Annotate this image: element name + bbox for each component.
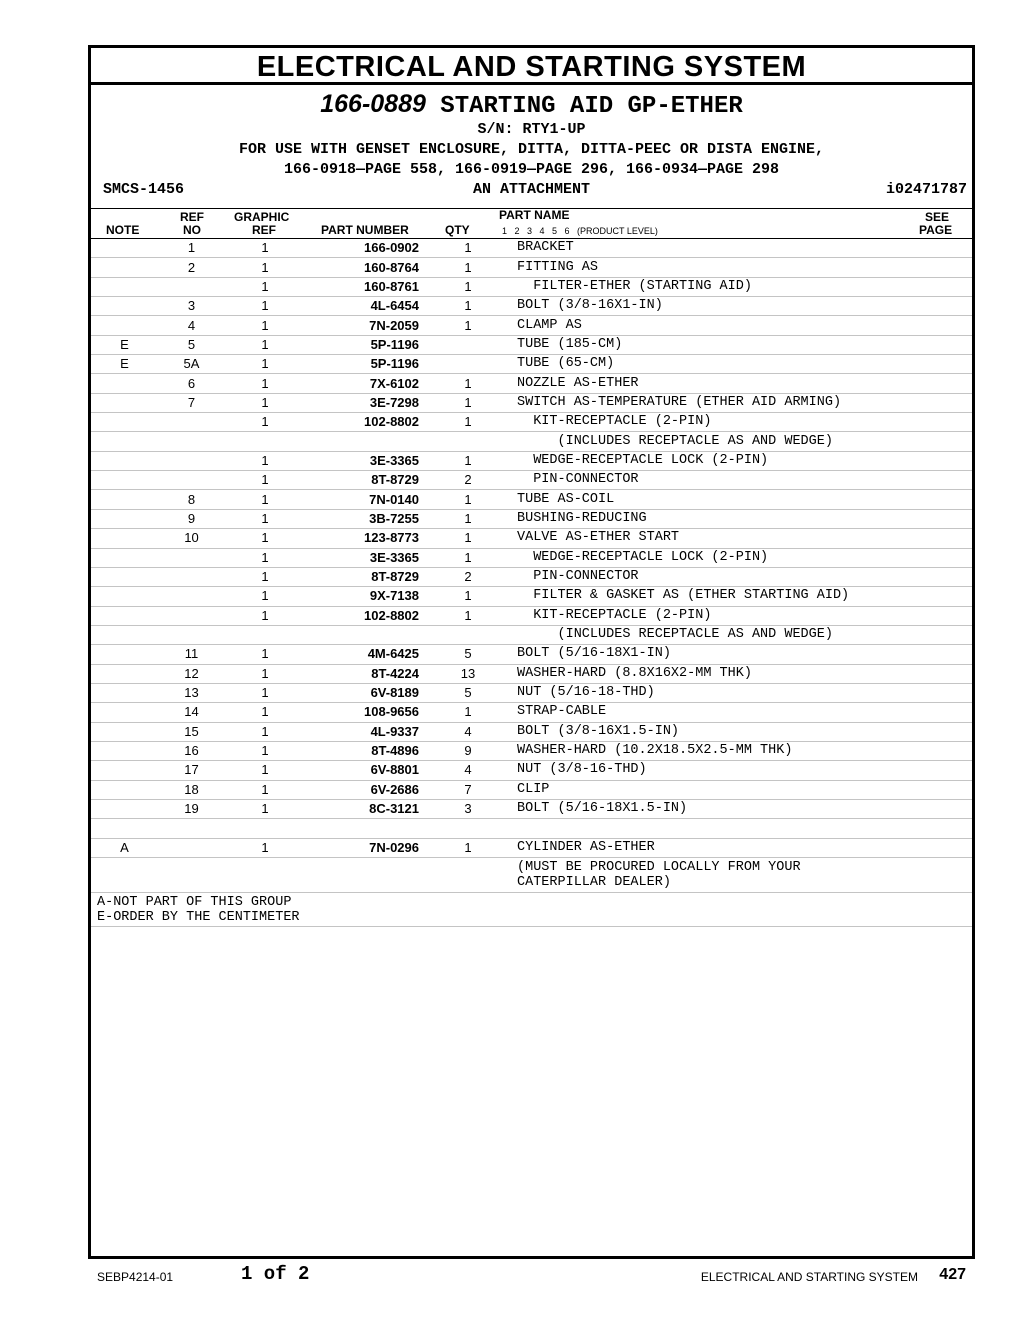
footer-doc-number: SEBP4214-01 — [97, 1270, 174, 1284]
row-note — [91, 819, 158, 838]
table-row — [91, 277, 972, 296]
row-graphic-ref: 1 — [225, 239, 305, 258]
row-note — [91, 432, 158, 451]
row-part-number: 4M-6425 — [305, 645, 443, 664]
table-row — [91, 335, 972, 354]
row-see-page — [911, 432, 972, 451]
row-part-number: 9X-7138 — [305, 587, 443, 606]
row-ref-no — [158, 471, 225, 490]
row-note: E — [91, 335, 158, 354]
row-note — [91, 471, 158, 490]
col-see-bottom: PAGE — [919, 223, 953, 237]
row-part-number: 3E-7298 — [305, 393, 443, 412]
table-row — [91, 587, 972, 606]
section-title: ELECTRICAL AND STARTING SYSTEM — [91, 48, 972, 85]
table-row — [91, 297, 972, 316]
row-graphic-ref: 1 — [225, 606, 305, 625]
parts-table — [91, 239, 972, 893]
row-note — [91, 393, 158, 412]
row-part-number: 160-8764 — [305, 258, 443, 277]
row-ref-no: 9 — [158, 509, 225, 528]
row-note: E — [91, 355, 158, 374]
row-graphic-ref: 1 — [225, 297, 305, 316]
row-part-number: 3B-7255 — [305, 509, 443, 528]
row-qty: 13 — [443, 664, 493, 683]
table-row — [91, 355, 972, 374]
row-note — [91, 858, 158, 893]
note-e: E-ORDER BY THE CENTIMETER — [97, 910, 300, 925]
col-ref-bottom: NO — [183, 223, 201, 237]
row-see-page — [911, 374, 972, 393]
row-note — [91, 258, 158, 277]
smcs-code: SMCS-1456 — [103, 181, 185, 198]
row-graphic-ref: 1 — [225, 413, 305, 432]
row-qty: 2 — [443, 471, 493, 490]
row-part-name: CLAMP AS — [493, 316, 911, 335]
row-qty: 1 — [443, 413, 493, 432]
row-part-number: 8T-4896 — [305, 741, 443, 760]
page-footer — [0, 1262, 1020, 1290]
row-note — [91, 606, 158, 625]
row-note — [91, 277, 158, 296]
row-graphic-ref: 1 — [225, 838, 305, 857]
table-row — [91, 393, 972, 412]
row-ref-no — [158, 413, 225, 432]
row-ref-no: 12 — [158, 664, 225, 683]
row-part-number: 8T-4224 — [305, 664, 443, 683]
table-row — [91, 780, 972, 799]
row-graphic-ref: 1 — [225, 277, 305, 296]
row-ref-no: 15 — [158, 722, 225, 741]
row-qty: 1 — [443, 587, 493, 606]
table-row — [91, 838, 972, 857]
row-part-number — [305, 858, 443, 893]
row-part-name: TUBE (65-CM) — [493, 355, 911, 374]
row-ref-no: 16 — [158, 741, 225, 760]
table-row — [91, 761, 972, 780]
row-qty: 4 — [443, 722, 493, 741]
col-ref-top: REF — [180, 210, 204, 224]
row-graphic-ref: 1 — [225, 451, 305, 470]
row-note — [91, 741, 158, 760]
row-graphic-ref: 1 — [225, 471, 305, 490]
row-see-page — [911, 277, 972, 296]
row-part-name: BOLT (5/16-18X1.5-IN) — [493, 799, 911, 818]
row-part-number: 6V-8189 — [305, 683, 443, 702]
note-a: A-NOT PART OF THIS GROUP — [97, 895, 292, 910]
row-note — [91, 413, 158, 432]
row-note — [91, 664, 158, 683]
row-note — [91, 683, 158, 702]
row-graphic-ref: 1 — [225, 258, 305, 277]
row-part-name: WEDGE-RECEPTACLE LOCK (2-PIN) — [493, 451, 911, 470]
row-qty: 1 — [443, 277, 493, 296]
row-qty: 1 — [443, 509, 493, 528]
row-see-page — [911, 722, 972, 741]
table-row — [91, 490, 972, 509]
row-part-name: PIN-CONNECTOR — [493, 567, 911, 586]
row-part-name: STRAP-CABLE — [493, 703, 911, 722]
row-part-name: SWITCH AS-TEMPERATURE (ETHER AID ARMING) — [493, 393, 911, 412]
row-part-name: PIN-CONNECTOR — [493, 471, 911, 490]
row-graphic-ref — [225, 432, 305, 451]
row-graphic-ref: 1 — [225, 529, 305, 548]
table-row — [91, 645, 972, 664]
table-row — [91, 239, 972, 258]
table-row — [91, 316, 972, 335]
row-part-name: BUSHING-REDUCING — [493, 509, 911, 528]
row-part-name: BOLT (5/16-18X1-IN) — [493, 645, 911, 664]
row-qty: 4 — [443, 761, 493, 780]
col-see-top: SEE — [925, 210, 950, 224]
use-line-1: FOR USE WITH GENSET ENCLOSURE, DITTA, DITTA-PEEC OR DISTA ENGINE, — [238, 141, 825, 158]
row-part-name: BRACKET — [493, 239, 911, 258]
row-ref-no: 4 — [158, 316, 225, 335]
group-name: STARTING AID GP-ETHER — [440, 93, 743, 120]
row-qty: 9 — [443, 741, 493, 760]
row-ref-no: 14 — [158, 703, 225, 722]
table-row — [91, 548, 972, 567]
row-ref-no: 10 — [158, 529, 225, 548]
table-row — [91, 741, 972, 760]
table-row — [91, 509, 972, 528]
row-part-number: 3E-3365 — [305, 548, 443, 567]
row-ref-no: 8 — [158, 490, 225, 509]
row-note — [91, 587, 158, 606]
row-ref-no — [158, 625, 225, 644]
row-part-name — [493, 819, 911, 838]
row-see-page — [911, 625, 972, 644]
row-qty: 1 — [443, 490, 493, 509]
col-part-name: PART NAME — [499, 208, 570, 222]
row-graphic-ref — [225, 858, 305, 893]
row-ref-no: 7 — [158, 393, 225, 412]
row-part-name: BOLT (3/8-16X1.5-IN) — [493, 722, 911, 741]
row-qty: 7 — [443, 780, 493, 799]
row-qty: 1 — [443, 297, 493, 316]
row-see-page — [911, 606, 972, 625]
row-ref-no: 6 — [158, 374, 225, 393]
row-see-page — [911, 780, 972, 799]
row-part-name: FILTER & GASKET AS (ETHER STARTING AID) — [493, 587, 911, 606]
row-qty: 1 — [443, 393, 493, 412]
row-part-name: FITTING AS — [493, 258, 911, 277]
col-product-levels: 1 2 3 4 5 6 (PRODUCT LEVEL) — [502, 226, 658, 236]
row-part-name: VALVE AS-ETHER START — [493, 529, 911, 548]
row-qty: 1 — [443, 239, 493, 258]
row-qty: 2 — [443, 567, 493, 586]
row-part-name: NOZZLE AS-ETHER — [493, 374, 911, 393]
row-see-page — [911, 297, 972, 316]
row-see-page — [911, 258, 972, 277]
row-qty — [443, 858, 493, 893]
notes-block — [91, 893, 972, 927]
row-ref-no — [158, 606, 225, 625]
row-part-number: 6V-8801 — [305, 761, 443, 780]
row-qty — [443, 625, 493, 644]
table-row — [91, 258, 972, 277]
row-ref-no — [158, 451, 225, 470]
row-see-page — [911, 529, 972, 548]
row-note — [91, 548, 158, 567]
row-see-page — [911, 799, 972, 818]
column-headers — [91, 209, 972, 239]
row-qty: 1 — [443, 606, 493, 625]
row-part-name: TUBE (185-CM) — [493, 335, 911, 354]
footer-page-number: 427 — [939, 1266, 966, 1283]
row-note — [91, 316, 158, 335]
row-part-number: 4L-9337 — [305, 722, 443, 741]
table-row — [91, 529, 972, 548]
row-part-name: (INCLUDES RECEPTACLE AS AND WEDGE) — [493, 432, 911, 451]
table-row — [91, 799, 972, 818]
row-part-number: 8C-3121 — [305, 799, 443, 818]
row-part-number: 8T-8729 — [305, 567, 443, 586]
row-graphic-ref: 1 — [225, 683, 305, 702]
row-qty: 5 — [443, 645, 493, 664]
row-ref-no — [158, 858, 225, 893]
row-see-page — [911, 316, 972, 335]
row-ref-no — [158, 587, 225, 606]
row-part-number — [305, 625, 443, 644]
row-part-name: WEDGE-RECEPTACLE LOCK (2-PIN) — [493, 548, 911, 567]
row-qty: 1 — [443, 838, 493, 857]
row-ref-no — [158, 277, 225, 296]
row-qty: 1 — [443, 451, 493, 470]
footer-page-of: 1 of 2 — [241, 1263, 310, 1285]
row-qty — [443, 432, 493, 451]
row-ref-no — [158, 567, 225, 586]
row-part-name: NUT (5/16-18-THD) — [493, 683, 911, 702]
row-graphic-ref: 1 — [225, 799, 305, 818]
table-row — [91, 703, 972, 722]
row-see-page — [911, 703, 972, 722]
use-line-3: AN ATTACHMENT — [472, 181, 591, 198]
row-qty: 5 — [443, 683, 493, 702]
col-part-number: PART NUMBER — [321, 223, 409, 237]
row-part-number: 102-8802 — [305, 606, 443, 625]
row-part-number: 7N-2059 — [305, 316, 443, 335]
table-row — [91, 858, 972, 893]
table-row — [91, 432, 972, 451]
col-graphic-top: GRAPHIC — [234, 210, 290, 224]
table-row — [91, 471, 972, 490]
col-qty: QTY — [445, 223, 470, 237]
row-see-page — [911, 471, 972, 490]
row-qty: 1 — [443, 316, 493, 335]
row-qty: 1 — [443, 703, 493, 722]
row-ref-no: 19 — [158, 799, 225, 818]
row-note — [91, 490, 158, 509]
group-header — [91, 91, 972, 209]
row-part-number: 7N-0140 — [305, 490, 443, 509]
col-note: NOTE — [106, 223, 140, 237]
row-qty — [443, 819, 493, 838]
row-ref-no: 11 — [158, 645, 225, 664]
row-graphic-ref: 1 — [225, 316, 305, 335]
row-see-page — [911, 683, 972, 702]
row-graphic-ref: 1 — [225, 374, 305, 393]
row-note — [91, 625, 158, 644]
row-see-page — [911, 741, 972, 760]
row-part-name: KIT-RECEPTACLE (2-PIN) — [493, 413, 911, 432]
row-see-page — [911, 335, 972, 354]
use-line-2: 166-0918—PAGE 558, 166-0919—PAGE 296, 166-0934—PAGE 298 — [283, 161, 780, 178]
row-graphic-ref: 1 — [225, 703, 305, 722]
row-ref-no: 2 — [158, 258, 225, 277]
row-note — [91, 297, 158, 316]
row-see-page — [911, 509, 972, 528]
row-see-page — [911, 587, 972, 606]
row-qty: 1 — [443, 529, 493, 548]
row-part-name: TUBE AS-COIL — [493, 490, 911, 509]
row-part-number: 7N-0296 — [305, 838, 443, 857]
table-row — [91, 374, 972, 393]
row-note — [91, 722, 158, 741]
row-part-number: 6V-2686 — [305, 780, 443, 799]
row-note — [91, 761, 158, 780]
footer-title: ELECTRICAL AND STARTING SYSTEM — [700, 1270, 918, 1284]
row-graphic-ref: 1 — [225, 761, 305, 780]
row-part-name: NUT (3/8-16-THD) — [493, 761, 911, 780]
row-graphic-ref — [225, 625, 305, 644]
row-note — [91, 529, 158, 548]
row-graphic-ref: 1 — [225, 722, 305, 741]
row-part-name: WASHER-HARD (10.2X18.5X2.5-MM THK) — [493, 741, 911, 760]
row-ref-no — [158, 838, 225, 857]
row-ref-no: 5 — [158, 335, 225, 354]
row-note — [91, 703, 158, 722]
row-part-name: KIT-RECEPTACLE (2-PIN) — [493, 606, 911, 625]
table-row — [91, 625, 972, 644]
group-number: 166-0889 — [320, 90, 426, 118]
row-part-number: 4L-6454 — [305, 297, 443, 316]
row-part-number: 8T-8729 — [305, 471, 443, 490]
row-graphic-ref: 1 — [225, 393, 305, 412]
row-graphic-ref — [225, 819, 305, 838]
row-qty: 1 — [443, 374, 493, 393]
row-ref-no: 3 — [158, 297, 225, 316]
row-note — [91, 567, 158, 586]
row-graphic-ref: 1 — [225, 741, 305, 760]
row-ref-no: 1 — [158, 239, 225, 258]
table-row — [91, 451, 972, 470]
row-ref-no: 5A — [158, 355, 225, 374]
table-row — [91, 664, 972, 683]
row-graphic-ref: 1 — [225, 490, 305, 509]
row-part-name: (MUST BE PROCURED LOCALLY FROM YOUR CATERPILLAR DEALER) — [493, 858, 911, 893]
row-part-name: CLIP — [493, 780, 911, 799]
row-part-name: CYLINDER AS-ETHER — [493, 838, 911, 857]
row-part-number — [305, 432, 443, 451]
table-row — [91, 683, 972, 702]
row-part-number: 108-9656 — [305, 703, 443, 722]
row-note — [91, 509, 158, 528]
row-part-name: FILTER-ETHER (STARTING AID) — [493, 277, 911, 296]
row-see-page — [911, 761, 972, 780]
row-see-page — [911, 548, 972, 567]
row-part-number: 5P-1196 — [305, 355, 443, 374]
row-ref-no: 17 — [158, 761, 225, 780]
row-see-page — [911, 819, 972, 838]
row-part-number: 123-8773 — [305, 529, 443, 548]
row-note — [91, 451, 158, 470]
row-note — [91, 645, 158, 664]
row-graphic-ref: 1 — [225, 587, 305, 606]
table-row — [91, 722, 972, 741]
row-part-name: BOLT (3/8-16X1-IN) — [493, 297, 911, 316]
row-see-page — [911, 413, 972, 432]
group-title — [91, 91, 972, 120]
row-ref-no — [158, 432, 225, 451]
row-graphic-ref: 1 — [225, 355, 305, 374]
row-see-page — [911, 239, 972, 258]
row-part-number — [305, 819, 443, 838]
row-graphic-ref: 1 — [225, 567, 305, 586]
row-qty — [443, 355, 493, 374]
row-qty: 1 — [443, 548, 493, 567]
row-note: A — [91, 838, 158, 857]
row-see-page — [911, 393, 972, 412]
row-graphic-ref: 1 — [225, 780, 305, 799]
row-part-name: (INCLUDES RECEPTACLE AS AND WEDGE) — [493, 625, 911, 644]
row-see-page — [911, 838, 972, 857]
row-part-number: 166-0902 — [305, 239, 443, 258]
page-frame — [88, 45, 975, 1259]
row-see-page — [911, 645, 972, 664]
row-part-number: 7X-6102 — [305, 374, 443, 393]
row-note — [91, 374, 158, 393]
row-part-number: 102-8802 — [305, 413, 443, 432]
row-see-page — [911, 355, 972, 374]
row-graphic-ref: 1 — [225, 335, 305, 354]
table-row — [91, 606, 972, 625]
row-note — [91, 239, 158, 258]
row-note — [91, 780, 158, 799]
serial-number: S/N: RTY1-UP — [477, 121, 586, 138]
row-see-page — [911, 858, 972, 893]
row-ref-no — [158, 548, 225, 567]
row-qty — [443, 335, 493, 354]
col-graphic-bottom: REF — [252, 223, 276, 237]
row-part-number: 5P-1196 — [305, 335, 443, 354]
row-part-number: 160-8761 — [305, 277, 443, 296]
table-row — [91, 819, 972, 838]
table-row — [91, 413, 972, 432]
row-qty: 1 — [443, 258, 493, 277]
illustration-id: i02471787 — [885, 181, 967, 198]
row-see-page — [911, 451, 972, 470]
row-see-page — [911, 490, 972, 509]
row-ref-no: 13 — [158, 683, 225, 702]
row-graphic-ref: 1 — [225, 645, 305, 664]
row-qty: 3 — [443, 799, 493, 818]
row-part-number: 3E-3365 — [305, 451, 443, 470]
row-graphic-ref: 1 — [225, 548, 305, 567]
row-graphic-ref: 1 — [225, 509, 305, 528]
row-ref-no — [158, 819, 225, 838]
row-part-name: WASHER-HARD (8.8X16X2-MM THK) — [493, 664, 911, 683]
row-see-page — [911, 664, 972, 683]
row-note — [91, 799, 158, 818]
row-ref-no: 18 — [158, 780, 225, 799]
row-graphic-ref: 1 — [225, 664, 305, 683]
row-see-page — [911, 567, 972, 586]
table-row — [91, 567, 972, 586]
